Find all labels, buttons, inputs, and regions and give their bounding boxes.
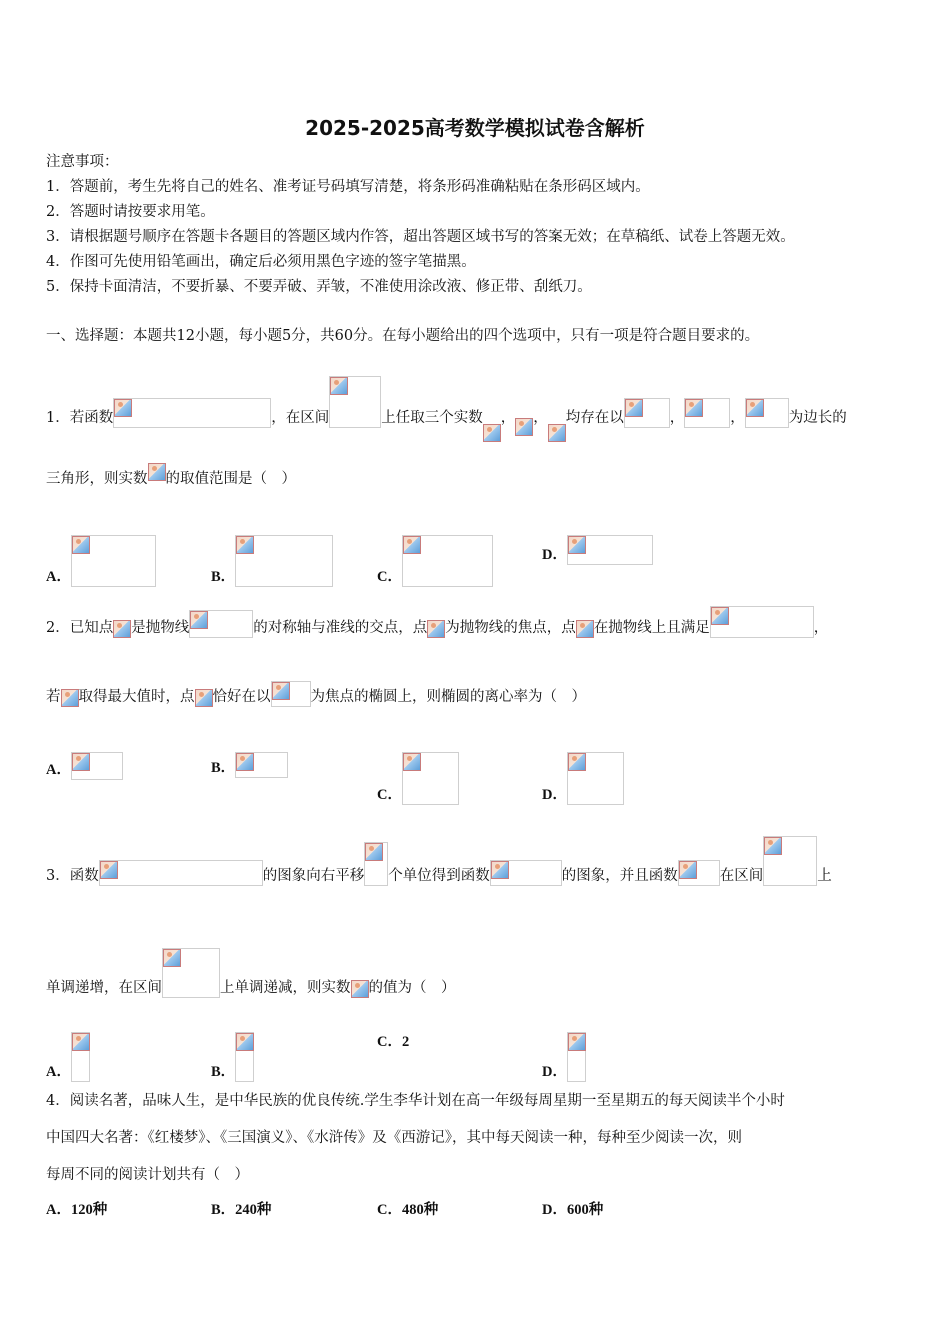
question-3-option-d[interactable]: D． <box>542 1032 586 1082</box>
question-1-line-1: 1．若函数 ，在区间 上任取三个实数 ， ， 均存在以 ， ， 为边长的 <box>46 376 847 428</box>
question-2-option-b[interactable]: B． <box>211 752 288 778</box>
formula-image-icon <box>763 836 817 886</box>
formula-image-icon <box>490 860 562 886</box>
formula-image-icon <box>710 606 814 638</box>
notice-item: 4．作图可先使用铅笔画出，确定后必须用黑色字迹的签字笔描黑。 <box>46 254 476 270</box>
notice-heading: 注意事项： <box>46 154 119 170</box>
question-3-line-2: 单调递增，在区间 上单调递减，则实数 的值为（ ） <box>46 948 456 998</box>
question-3-option-b[interactable]: B． <box>211 1032 254 1082</box>
question-1-option-c[interactable]: C． <box>377 535 493 587</box>
formula-image-icon <box>567 752 624 805</box>
question-4-option-d[interactable]: D．600种 <box>542 1202 604 1218</box>
formula-image-icon <box>548 424 566 442</box>
formula-image-icon <box>71 1032 90 1082</box>
formula-image-icon <box>162 948 220 998</box>
notice-item: 1．答题前，考生先将自己的姓名、准考证号码填写清楚，将条形码准确粘贴在条形码区域内。 <box>46 179 650 195</box>
question-1-line-2: 三角形，则实数 的取值范围是（ ） <box>46 463 296 489</box>
section-heading: 一、选择题：本题共12小题，每小题5分，共60分。在每小题给出的四个选项中，只有一项是符合题目要求的。 <box>46 328 760 344</box>
question-3-option-a[interactable]: A． <box>46 1032 90 1082</box>
formula-image-icon <box>113 398 271 428</box>
formula-image-icon <box>71 535 156 587</box>
formula-image-icon <box>235 1032 254 1082</box>
question-4-option-c[interactable]: C．480种 <box>377 1202 439 1218</box>
question-3-line-1: 3．函数 的图象向右平移 个单位得到函数 的图象，并且函数 在区间 上 <box>46 836 832 886</box>
formula-image-icon <box>99 860 263 886</box>
question-4-option-b[interactable]: B．240种 <box>211 1202 272 1218</box>
notice-item: 3．请根据题号顺序在答题卡各题目的答题区域内作答，超出答题区域书写的答案无效；在草稿纸、试卷上答题无效。 <box>46 229 795 245</box>
formula-image-icon <box>483 424 501 442</box>
question-1-option-d[interactable]: D． <box>542 535 653 565</box>
notice-item: 5．保持卡面清洁，不要折暴、不要弄破、弄皱，不准使用涂改液、修正带、刮纸刀。 <box>46 279 592 295</box>
question-2-option-a[interactable]: A． <box>46 752 123 780</box>
formula-image-icon <box>745 398 789 428</box>
formula-image-icon <box>427 620 445 638</box>
formula-image-icon <box>235 752 288 778</box>
formula-image-icon <box>678 860 720 886</box>
formula-image-icon <box>71 752 123 780</box>
question-4-line-3: 每周不同的阅读计划共有（ ） <box>46 1167 249 1183</box>
formula-image-icon <box>189 610 253 638</box>
question-4-line-1: 4．阅读名著，品味人生，是中华民族的优良传统.学生李华计划在高一年级每周星期一至星期五的每天阅读半个小时 <box>46 1093 785 1109</box>
formula-image-icon <box>351 980 369 998</box>
formula-image-icon <box>402 752 459 805</box>
formula-image-icon <box>148 463 166 489</box>
formula-image-icon <box>364 842 388 886</box>
formula-image-icon <box>235 535 333 587</box>
question-2-option-c[interactable]: C． <box>377 752 459 805</box>
formula-image-icon <box>61 689 79 707</box>
question-1-option-a[interactable]: A． <box>46 535 156 587</box>
question-4-line-2: 中国四大名著：《红楼梦》、《三国演义》、《水浒传》及《西游记》，其中每天阅读一种，每种至少阅读一次，则 <box>46 1130 742 1146</box>
formula-image-icon <box>576 620 594 638</box>
formula-image-icon <box>567 1032 586 1082</box>
formula-image-icon <box>515 418 533 436</box>
question-4-option-a[interactable]: A．120种 <box>46 1202 108 1218</box>
question-2-option-d[interactable]: D． <box>542 752 624 805</box>
question-2-line-2: 若 取得最大值时，点 恰好在以 为焦点的椭圆上，则椭圆的离心率为（ ） <box>46 681 586 707</box>
page-title: 2025-2025高考数学模拟试卷含解析 <box>305 116 645 140</box>
question-3-option-c[interactable]: C．2 <box>377 1034 410 1050</box>
formula-image-icon <box>402 535 493 587</box>
question-2-line-1: 2．已知点 是抛物线 的对称轴与准线的交点，点 为抛物线的焦点，点 在抛物线上且满足 ， <box>46 606 828 638</box>
formula-image-icon <box>195 689 213 707</box>
question-1-option-b[interactable]: B． <box>211 535 333 587</box>
formula-image-icon <box>684 398 730 428</box>
formula-image-icon <box>113 620 131 638</box>
notice-item: 2．答题时请按要求用笔。 <box>46 204 215 220</box>
formula-image-icon <box>567 535 653 565</box>
formula-image-icon <box>624 398 670 428</box>
formula-image-icon <box>329 376 381 428</box>
formula-image-icon <box>271 681 311 707</box>
